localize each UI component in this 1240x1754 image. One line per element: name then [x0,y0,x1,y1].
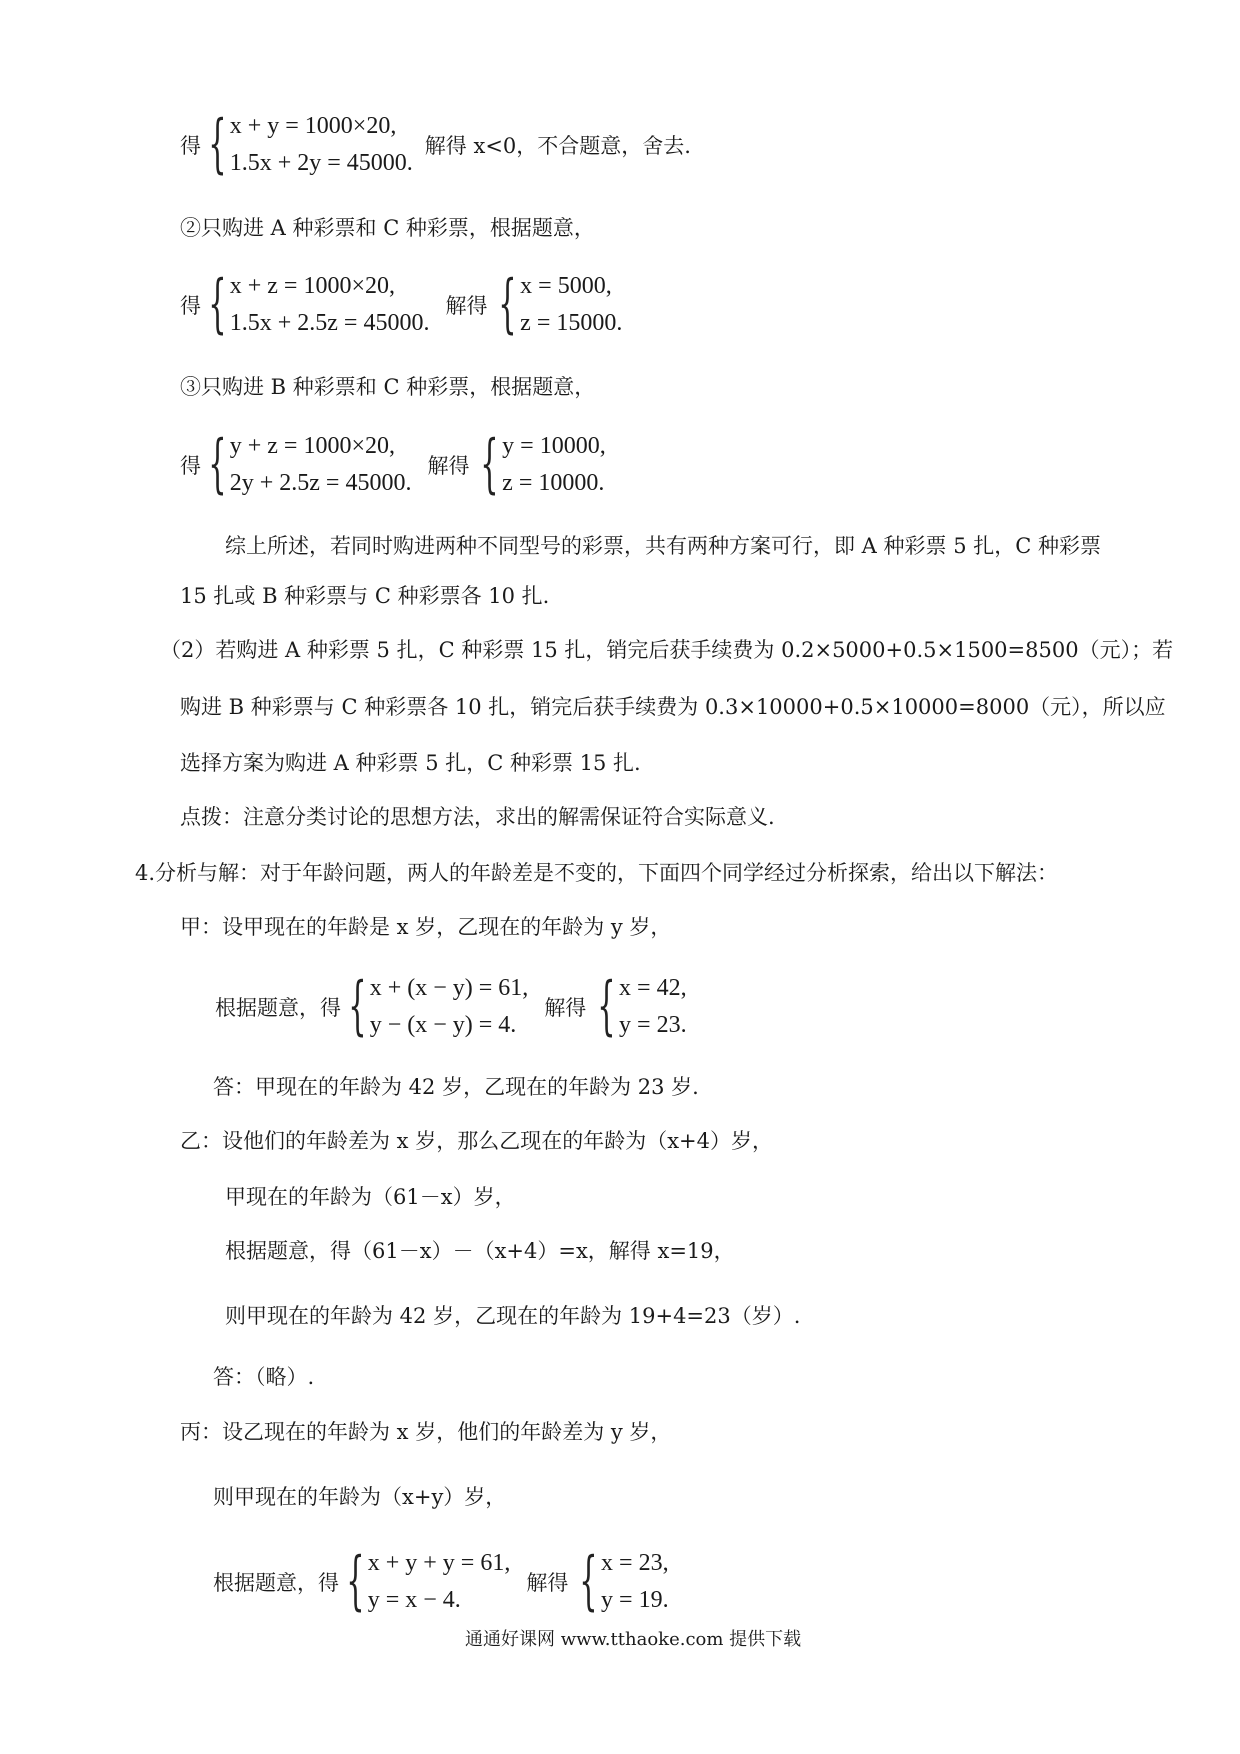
part-2-line-1: （2）若购进 A 种彩票 5 扎，C 种彩票 15 扎，销完后获手续费为 0.2×5000+0.5×1500=8500（元）；若 [160,638,1174,662]
equation-line: 1.5x + 2y = 45000. [229,150,413,176]
brace-icon: { [346,1544,365,1619]
equation-system-jia [215,970,687,1044]
text-mid: 解得 [427,454,470,478]
brace-icon: { [480,427,499,502]
case-2-heading: ②只购进 A 种彩票和 C 种彩票，根据题意， [180,216,595,240]
equation-system-2 [180,268,622,342]
brace-icon: { [597,969,616,1044]
text-lead: 得 [180,454,201,478]
yi-line-2: 甲现在的年龄为（61－x）岁， [225,1185,516,1209]
question-4-heading: 4.分析与解：对于年龄问题，两人的年龄差是不变的，下面四个同学经过分析探索，给出以下解法： [135,861,1059,885]
equation-line: x + z = 1000×20, [229,273,395,299]
equation-system-1 [180,108,691,182]
yi-line-4: 则甲现在的年龄为 42 岁，乙现在的年龄为 19+4=23（岁）. [225,1304,801,1328]
text-lead: 根据题意，得 [215,996,341,1020]
text-mid: 解得 [445,294,488,318]
equation-line: y − (x − y) = 4. [369,1012,517,1038]
case-3-heading: ③只购进 B 种彩票和 C 种彩票，根据题意， [180,375,596,399]
equation-line: y + z = 1000×20, [229,433,395,459]
brace-icon: { [208,107,227,182]
solution-line: x = 23, [601,1550,669,1576]
tip-line: 点拨：注意分类讨论的思想方法，求出的解需保证符合实际意义. [180,805,775,829]
bing-line-2: 则甲现在的年龄为（x+y）岁， [213,1485,507,1509]
solution-line: x = 42, [619,975,687,1001]
text-tail: 解得 x<0，不合题意，舍去. [424,134,691,158]
text-mid: 解得 [526,1571,569,1595]
text-lead: 得 [180,294,201,318]
yi-line-1: 乙：设他们的年龄差为 x 岁，那么乙现在的年龄为（x+4）岁， [180,1129,773,1153]
equation-system-3 [180,428,606,502]
equation-line: x + (x − y) = 61, [369,975,529,1001]
brace-icon: { [208,267,227,342]
jia-line: 甲：设甲现在的年龄是 x 岁，乙现在的年龄为 y 岁， [180,915,672,939]
brace-icon: { [579,1544,598,1619]
page-footer: 通通好课网 www.tthaoke.com 提供下载 [465,1629,802,1650]
text-lead: 得 [180,134,201,158]
solution-line: x = 5000, [520,273,612,299]
yi-answer: 答：（略）. [213,1365,315,1389]
equation-system-bing [213,1545,669,1619]
solution-line: y = 19. [601,1587,669,1613]
equation-line: 2y + 2.5z = 45000. [229,470,412,496]
part-2-line-3: 选择方案为购进 A 种彩票 5 扎，C 种彩票 15 扎. [180,751,641,775]
summary-line-2: 15 扎或 B 种彩票与 C 种彩票各 10 扎. [180,584,550,608]
solution-line: y = 10000, [502,433,606,459]
solution-line: z = 10000. [502,470,605,496]
yi-line-3: 根据题意，得（61－x）－（x+4）=x，解得 x=19， [225,1239,735,1263]
equation-line: 1.5x + 2.5z = 45000. [229,310,430,336]
brace-icon: { [498,267,517,342]
solution-line: y = 23. [619,1012,687,1038]
summary-line-1: 综上所述，若同时购进两种不同型号的彩票，共有两种方案可行，即 A 种彩票 5 扎，C 种彩票 [225,534,1101,558]
solution-line: z = 15000. [520,310,623,336]
equation-line: x + y + y = 61, [367,1550,511,1576]
equation-line: x + y = 1000×20, [229,113,397,139]
brace-icon: { [348,969,367,1044]
brace-icon: { [208,427,227,502]
equation-line: y = x − 4. [367,1587,461,1613]
jia-answer: 答：甲现在的年龄为 42 岁，乙现在的年龄为 23 岁. [213,1075,699,1099]
text-mid: 解得 [544,996,587,1020]
bing-line-1: 丙：设乙现在的年龄为 x 岁，他们的年龄差为 y 岁， [180,1420,672,1444]
part-2-line-2: 购进 B 种彩票与 C 种彩票各 10 扎，销完后获手续费为 0.3×10000+0.5×10000=8000（元），所以应 [180,695,1166,719]
text-lead: 根据题意，得 [213,1571,339,1595]
